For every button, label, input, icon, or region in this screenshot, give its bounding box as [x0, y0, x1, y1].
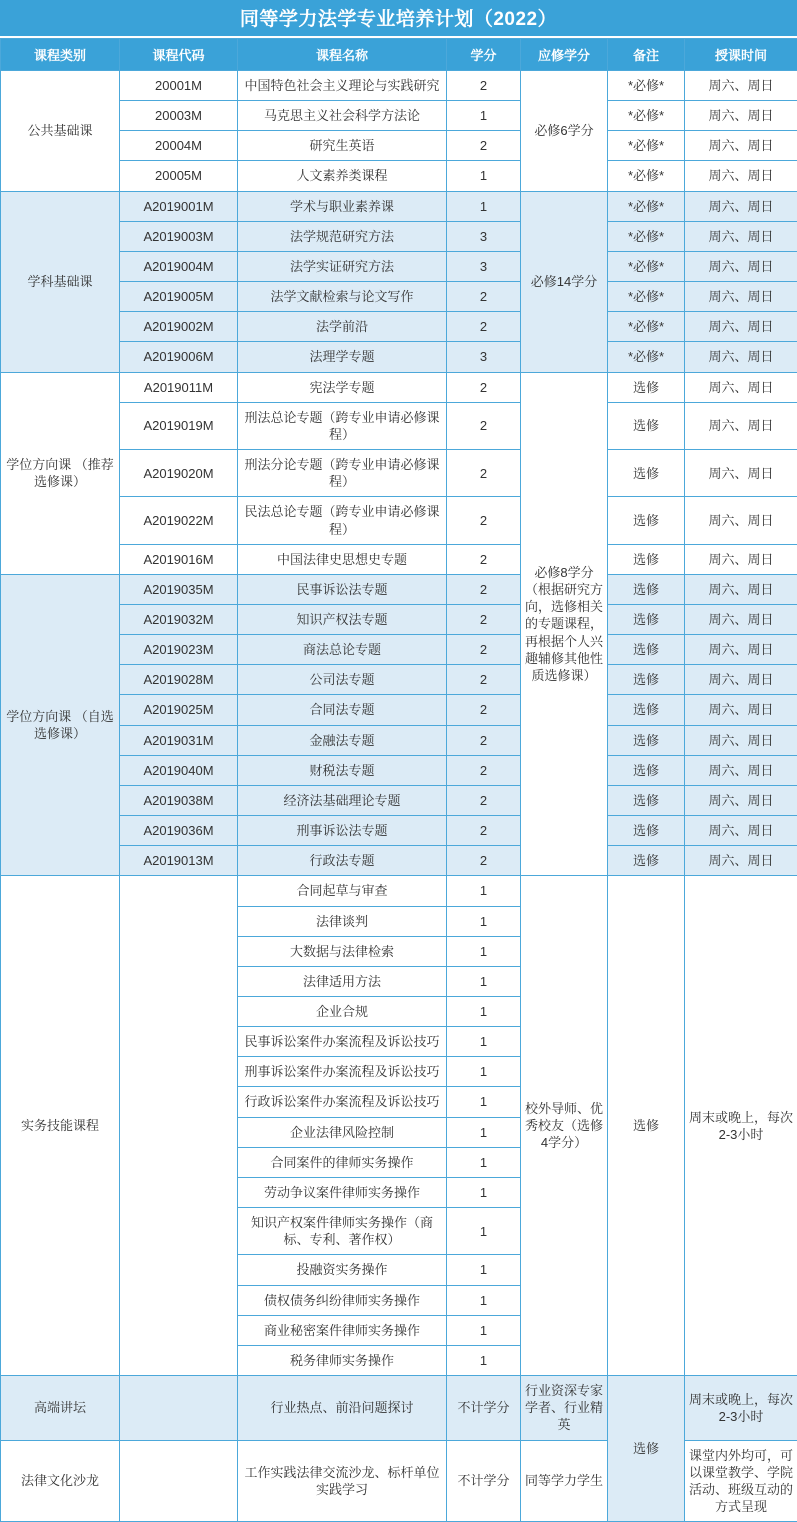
course-code-cell: A2019035M — [120, 574, 238, 604]
table-row — [1, 497, 797, 544]
column-header-6: 授课时间 — [685, 39, 797, 71]
class-time-cell: 周末或晚上，每次2-3小时 — [685, 1376, 797, 1440]
category-cell: 学科基础课 — [1, 191, 120, 372]
course-code-cell: A2019040M — [120, 755, 238, 785]
note-cell: *必修* — [608, 101, 685, 131]
credits-cell: 1 — [447, 876, 521, 906]
table-row — [1, 604, 797, 634]
class-time-cell: 周六、周日 — [685, 695, 797, 725]
course-code-cell — [120, 876, 238, 1376]
credits-cell: 2 — [447, 574, 521, 604]
credits-cell: 3 — [447, 251, 521, 281]
required-credits-cell: 校外导师、优秀校友（选修4学分） — [521, 876, 608, 1376]
table-row — [1, 846, 797, 876]
note-cell: *必修* — [608, 342, 685, 372]
course-name-cell: 劳动争议案件律师实务操作 — [238, 1177, 447, 1207]
course-name-cell: 商业秘密案件律师实务操作 — [238, 1315, 447, 1345]
course-code-cell: A2019028M — [120, 665, 238, 695]
table-row — [1, 251, 797, 281]
category-cell: 法律文化沙龙 — [1, 1440, 120, 1522]
course-name-cell: 商法总论专题 — [238, 635, 447, 665]
note-cell: 选修 — [608, 665, 685, 695]
required-credits-cell: 必修8学分（根据研究方向，选修相关的专题课程，再根据个人兴趣辅修其他性质选修课） — [521, 372, 608, 876]
note-cell: 选修 — [608, 755, 685, 785]
course-name-cell: 刑事诉讼案件办案流程及诉讼技巧 — [238, 1057, 447, 1087]
credits-cell: 1 — [447, 1117, 521, 1147]
credits-cell: 1 — [447, 101, 521, 131]
credits-cell: 2 — [447, 785, 521, 815]
note-cell: 选修 — [608, 402, 685, 449]
course-name-cell: 知识产权法专题 — [238, 604, 447, 634]
table-row — [1, 372, 797, 402]
table-row — [1, 1376, 797, 1440]
course-name-cell: 研究生英语 — [238, 131, 447, 161]
course-name-cell: 人文素养类课程 — [238, 161, 447, 191]
credits-cell: 2 — [447, 450, 521, 497]
course-code-cell: A2019011M — [120, 372, 238, 402]
course-name-cell: 法学实证研究方法 — [238, 251, 447, 281]
course-name-cell: 民事诉讼案件办案流程及诉讼技巧 — [238, 1027, 447, 1057]
note-cell: 选修 — [608, 846, 685, 876]
class-time-cell: 周六、周日 — [685, 755, 797, 785]
category-cell: 实务技能课程 — [1, 876, 120, 1376]
note-cell: 选修 — [608, 785, 685, 815]
course-name-cell: 企业合规 — [238, 997, 447, 1027]
credits-cell: 2 — [447, 402, 521, 449]
credits-cell: 2 — [447, 695, 521, 725]
course-name-cell: 法学规范研究方法 — [238, 221, 447, 251]
credits-cell: 1 — [447, 161, 521, 191]
note-cell: 选修 — [608, 876, 685, 1376]
page-title: 同等学力法学专业培养计划（2022） — [0, 0, 797, 36]
course-code-cell: 20003M — [120, 101, 238, 131]
course-name-cell: 法学文献检索与论文写作 — [238, 282, 447, 312]
table-row — [1, 755, 797, 785]
course-code-cell — [120, 1376, 238, 1440]
class-time-cell: 课堂内外均可，可以课堂教学、学院活动、班级互动的方式呈现 — [685, 1440, 797, 1522]
course-code-cell: A2019019M — [120, 402, 238, 449]
required-credits-cell: 行业资深专家学者、行业精英 — [521, 1376, 608, 1440]
credits-cell: 2 — [447, 131, 521, 161]
course-name-cell: 马克思主义社会科学方法论 — [238, 101, 447, 131]
course-name-cell: 合同案件的律师实务操作 — [238, 1147, 447, 1177]
note-cell: 选修 — [608, 544, 685, 574]
class-time-cell: 周六、周日 — [685, 342, 797, 372]
class-time-cell: 周六、周日 — [685, 725, 797, 755]
credits-cell: 1 — [447, 1147, 521, 1177]
courses-table — [0, 38, 797, 1522]
note-cell: *必修* — [608, 191, 685, 221]
course-name-cell: 经济法基础理论专题 — [238, 785, 447, 815]
note-cell: *必修* — [608, 251, 685, 281]
course-name-cell: 债权债务纠纷律师实务操作 — [238, 1285, 447, 1315]
course-name-cell: 金融法专题 — [238, 725, 447, 755]
course-code-cell: A2019020M — [120, 450, 238, 497]
table-row — [1, 131, 797, 161]
table-row — [1, 221, 797, 251]
note-cell: 选修 — [608, 695, 685, 725]
credits-cell: 3 — [447, 342, 521, 372]
credits-cell: 1 — [447, 1027, 521, 1057]
table-row — [1, 71, 797, 101]
column-header-0: 课程类别 — [1, 39, 120, 71]
credits-cell: 2 — [447, 635, 521, 665]
column-header-3: 学分 — [447, 39, 521, 71]
course-code-cell: A2019001M — [120, 191, 238, 221]
credits-cell: 3 — [447, 221, 521, 251]
table-row — [1, 574, 797, 604]
class-time-cell: 周六、周日 — [685, 251, 797, 281]
required-credits-cell: 同等学力学生 — [521, 1440, 608, 1522]
class-time-cell: 周六、周日 — [685, 635, 797, 665]
class-time-cell: 周六、周日 — [685, 604, 797, 634]
course-name-cell: 中国特色社会主义理论与实践研究 — [238, 71, 447, 101]
course-code-cell: 20001M — [120, 71, 238, 101]
table-row — [1, 725, 797, 755]
class-time-cell: 周六、周日 — [685, 497, 797, 544]
credits-cell: 1 — [447, 1285, 521, 1315]
required-credits-cell: 必修6学分 — [521, 71, 608, 192]
note-cell: *必修* — [608, 312, 685, 342]
course-code-cell: A2019002M — [120, 312, 238, 342]
note-cell: *必修* — [608, 131, 685, 161]
credits-cell: 1 — [447, 1057, 521, 1087]
course-code-cell: A2019022M — [120, 497, 238, 544]
note-cell: 选修 — [608, 604, 685, 634]
course-name-cell: 民事诉讼法专题 — [238, 574, 447, 604]
course-code-cell: A2019016M — [120, 544, 238, 574]
table-row — [1, 101, 797, 131]
course-name-cell: 税务律师实务操作 — [238, 1345, 447, 1375]
course-code-cell — [120, 1440, 238, 1522]
column-header-2: 课程名称 — [238, 39, 447, 71]
course-name-cell: 刑法总论专题（跨专业申请必修课程） — [238, 402, 447, 449]
category-cell: 高端讲坛 — [1, 1376, 120, 1440]
class-time-cell: 周六、周日 — [685, 221, 797, 251]
course-code-cell: A2019023M — [120, 635, 238, 665]
table-row — [1, 665, 797, 695]
table-row — [1, 402, 797, 449]
category-cell: 公共基础课 — [1, 71, 120, 192]
table-row — [1, 635, 797, 665]
course-name-cell: 公司法专题 — [238, 665, 447, 695]
course-name-cell: 法学前沿 — [238, 312, 447, 342]
note-cell: 选修 — [608, 816, 685, 846]
course-name-cell: 知识产权案件律师实务操作（商标、专利、著作权） — [238, 1208, 447, 1255]
course-name-cell: 学术与职业素养课 — [238, 191, 447, 221]
note-cell: *必修* — [608, 161, 685, 191]
note-cell: 选修 — [608, 450, 685, 497]
credits-cell: 1 — [447, 1345, 521, 1375]
class-time-cell: 周六、周日 — [685, 131, 797, 161]
class-time-cell: 周六、周日 — [685, 372, 797, 402]
header-row — [1, 39, 797, 71]
table-row — [1, 695, 797, 725]
class-time-cell: 周六、周日 — [685, 574, 797, 604]
class-time-cell: 周末或晚上，每次2-3小时 — [685, 876, 797, 1376]
course-name-cell: 法律谈判 — [238, 906, 447, 936]
credits-cell: 2 — [447, 604, 521, 634]
course-name-cell: 行政法专题 — [238, 846, 447, 876]
class-time-cell: 周六、周日 — [685, 816, 797, 846]
credits-cell: 2 — [447, 497, 521, 544]
required-credits-cell: 必修14学分 — [521, 191, 608, 372]
course-code-cell: A2019038M — [120, 785, 238, 815]
credits-cell: 1 — [447, 936, 521, 966]
course-code-cell: A2019013M — [120, 846, 238, 876]
table-row — [1, 282, 797, 312]
table-row — [1, 191, 797, 221]
course-code-cell: 20004M — [120, 131, 238, 161]
class-time-cell: 周六、周日 — [685, 450, 797, 497]
column-header-4: 应修学分 — [521, 39, 608, 71]
credits-cell: 1 — [447, 966, 521, 996]
credits-cell: 2 — [447, 755, 521, 785]
course-name-cell: 行业热点、前沿问题探讨 — [238, 1376, 447, 1440]
class-time-cell: 周六、周日 — [685, 544, 797, 574]
table-body — [1, 71, 797, 1522]
credits-cell: 1 — [447, 906, 521, 936]
credits-cell: 2 — [447, 725, 521, 755]
credits-cell: 1 — [447, 1315, 521, 1345]
note-cell: *必修* — [608, 282, 685, 312]
class-time-cell: 周六、周日 — [685, 665, 797, 695]
note-cell: *必修* — [608, 221, 685, 251]
course-name-cell: 刑法分论专题（跨专业申请必修课程） — [238, 450, 447, 497]
course-code-cell: A2019036M — [120, 816, 238, 846]
table-row — [1, 544, 797, 574]
credits-cell: 不计学分 — [447, 1440, 521, 1522]
note-cell: 选修 — [608, 372, 685, 402]
note-cell: 选修 — [608, 497, 685, 544]
category-cell: 学位方向课 （自选选修课） — [1, 574, 120, 876]
course-name-cell: 合同法专题 — [238, 695, 447, 725]
class-time-cell: 周六、周日 — [685, 191, 797, 221]
course-name-cell: 中国法律史思想史专题 — [238, 544, 447, 574]
course-code-cell: 20005M — [120, 161, 238, 191]
table-row — [1, 816, 797, 846]
class-time-cell: 周六、周日 — [685, 785, 797, 815]
course-code-cell: A2019003M — [120, 221, 238, 251]
credits-cell: 不计学分 — [447, 1376, 521, 1440]
credits-cell: 1 — [447, 1087, 521, 1117]
course-name-cell: 合同起草与审查 — [238, 876, 447, 906]
course-name-cell: 宪法学专题 — [238, 372, 447, 402]
class-time-cell: 周六、周日 — [685, 312, 797, 342]
course-name-cell: 投融资实务操作 — [238, 1255, 447, 1285]
credits-cell: 2 — [447, 312, 521, 342]
course-name-cell: 民法总论专题（跨专业申请必修课程） — [238, 497, 447, 544]
table-row — [1, 876, 797, 906]
credits-cell: 1 — [447, 1208, 521, 1255]
course-name-cell: 工作实践法律交流沙龙、标杆单位实践学习 — [238, 1440, 447, 1522]
table-row — [1, 342, 797, 372]
table-row — [1, 785, 797, 815]
credits-cell: 2 — [447, 846, 521, 876]
category-cell: 学位方向课 （推荐选修课） — [1, 372, 120, 574]
credits-cell: 2 — [447, 665, 521, 695]
credits-cell: 2 — [447, 372, 521, 402]
course-code-cell: A2019005M — [120, 282, 238, 312]
course-name-cell: 刑事诉讼法专题 — [238, 816, 447, 846]
course-code-cell: A2019025M — [120, 695, 238, 725]
credits-cell: 2 — [447, 816, 521, 846]
column-header-5: 备注 — [608, 39, 685, 71]
class-time-cell: 周六、周日 — [685, 71, 797, 101]
class-time-cell: 周六、周日 — [685, 161, 797, 191]
note-cell: 选修 — [608, 725, 685, 755]
credits-cell: 2 — [447, 544, 521, 574]
credits-cell: 1 — [447, 997, 521, 1027]
course-code-cell: A2019006M — [120, 342, 238, 372]
course-code-cell: A2019031M — [120, 725, 238, 755]
table-row — [1, 450, 797, 497]
class-time-cell: 周六、周日 — [685, 846, 797, 876]
course-name-cell: 大数据与法律检索 — [238, 936, 447, 966]
course-code-cell: A2019004M — [120, 251, 238, 281]
credits-cell: 1 — [447, 191, 521, 221]
credits-cell: 1 — [447, 1255, 521, 1285]
note-cell: 选修 — [608, 635, 685, 665]
class-time-cell: 周六、周日 — [685, 101, 797, 131]
course-name-cell: 财税法专题 — [238, 755, 447, 785]
credits-cell: 1 — [447, 1177, 521, 1207]
class-time-cell: 周六、周日 — [685, 402, 797, 449]
note-cell: *必修* — [608, 71, 685, 101]
course-name-cell: 法律适用方法 — [238, 966, 447, 996]
course-code-cell: A2019032M — [120, 604, 238, 634]
table-row — [1, 161, 797, 191]
course-name-cell: 法理学专题 — [238, 342, 447, 372]
column-header-1: 课程代码 — [120, 39, 238, 71]
credits-cell: 2 — [447, 282, 521, 312]
course-name-cell: 行政诉讼案件办案流程及诉讼技巧 — [238, 1087, 447, 1117]
note-cell: 选修 — [608, 1376, 685, 1522]
note-cell: 选修 — [608, 574, 685, 604]
course-name-cell: 企业法律风险控制 — [238, 1117, 447, 1147]
class-time-cell: 周六、周日 — [685, 282, 797, 312]
credits-cell: 2 — [447, 71, 521, 101]
table-row — [1, 312, 797, 342]
